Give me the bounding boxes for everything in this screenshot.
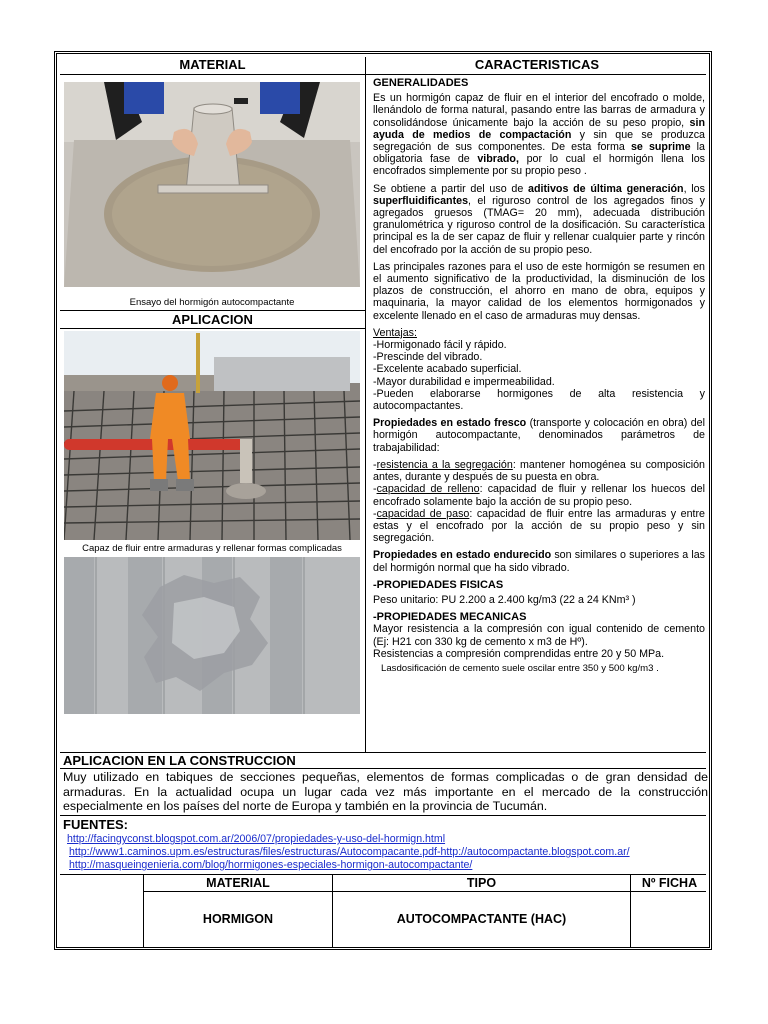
construccion-text: Muy utilizado en tabiques de secciones pequeñas, elementos de formas complicadas o de gran densidad de armaduras. En la actualidad ocupa un lugar cada vez más importante en el mercado de la construcción especialmente en los países del norte de Europa y también en la provincia de Tucumán. xyxy=(63,770,708,813)
divider xyxy=(60,768,706,769)
divider xyxy=(60,310,365,311)
material-header: MATERIAL xyxy=(179,57,246,72)
divider xyxy=(60,874,706,875)
slump-flow-photo xyxy=(64,82,360,287)
text-run: , el riguroso control de los agregados finos y agregados gruesos (TMAG= 20 mm), adecuada distribución granulométrica y riguroso control de la dosificación. Su característica principal es la de ser capaz de fluir y rellenar cualquier parte y rincón del encofrado por la acción de su propio peso. xyxy=(373,194,705,256)
text-run: capacidad de relleno xyxy=(376,483,480,496)
text-run: : capacidad de fluir entre las armaduras y entre estas y el encofrado por la acción de su propio peso y sin segregación. xyxy=(373,507,705,545)
text-run: : mantener homogénea su composición antes, durante y después de su puesta en obra. xyxy=(373,458,705,484)
divider xyxy=(60,74,706,75)
source-link[interactable]: http://www1.caminos.upm.es/estructuras/files/estructuras/Autocompacante.pdf-http://autocompactante.blogspot.com.ar/ xyxy=(69,846,630,858)
aplicacion-header: APLICACION xyxy=(172,312,253,327)
ficha-material-label: MATERIAL xyxy=(206,876,270,890)
text-run: Es un hormigón capaz de fluir en el interior del encofrado o molde, llenándolo de forma natural, pasando entre las barras de armadura y consolidándose únicamente bajo la acción de su peso propio, xyxy=(373,92,705,129)
ventajas-title: Ventajas: xyxy=(373,326,417,339)
source-link[interactable]: http://masqueingenieria.com/blog/hormigones-especiales-hormigon-autocompactante/ xyxy=(69,859,473,871)
text-run: son similares o superiores a las del hormigón normal que ha sido vibrado. xyxy=(373,549,705,574)
list-item: -Prescinde del vibrado. xyxy=(373,351,483,364)
ventajas-list xyxy=(373,327,705,412)
mecanicas-note: Lasdosificación de cemento suele oscilar entre 350 y 500 kg/m3 . xyxy=(381,662,659,674)
mecanicas-title: -PROPIEDADES MECANICAS xyxy=(373,611,527,624)
concrete-surface-photo xyxy=(64,557,360,714)
photo2-caption: Capaz de fluir entre armaduras y rellenar formas complicadas xyxy=(82,543,342,554)
mecanicas-text: Mayor resistencia a la compresión con igual contenido de cemento (Ej: H21 con 330 kg de cemento x m3 de Hº). xyxy=(373,623,705,648)
construccion-title: APLICACION EN LA CONSTRUCCION xyxy=(63,753,296,768)
list-item: -Pueden elaborarse hormigones de alta resistencia y autocompactantes. xyxy=(373,387,705,413)
caracteristicas-header: CARACTERISTICAS xyxy=(474,57,600,72)
generalidades-p1 xyxy=(373,92,705,177)
divider xyxy=(60,815,706,816)
text-run: y sin que se produzca segregación de sus componentes. De esta forma xyxy=(373,128,705,154)
fresco-item: -capacidad de paso: capacidad de fluir entre las armaduras y entre estas y el encofrado por la acción de su propio peso y sin segregación. xyxy=(373,507,705,545)
text-run: aditivos de última generación xyxy=(528,182,684,195)
divider xyxy=(143,891,706,892)
text-run: Propiedades en estado endurecido xyxy=(373,549,552,562)
list-item: -Mayor durabilidad e impermeabilidad. xyxy=(373,375,555,388)
text-run: capacidad de paso xyxy=(376,507,470,520)
text-run: se suprime xyxy=(630,141,691,154)
mecanicas-text: Resistencias a compresión comprendidas entre 20 y 50 MPa. xyxy=(373,647,665,660)
fresco-intro xyxy=(373,417,705,454)
generalidades-p2 xyxy=(373,183,705,256)
generalidades-p3: Las principales razones para el uso de este hormigón se resumen en el aumento significativo de la productividad, la disminución de los plazos de construcción, el ahorro en mano de obra, equipos y maquinaria, la mayor calidad de los elementos hormigonados y excelente llenado en el caso de armaduras muy densas. xyxy=(373,260,705,322)
ficha-nro-label: Nº FICHA xyxy=(641,876,698,890)
construction-photo xyxy=(64,331,360,540)
fresco-item: -resistencia a la segregación: mantener homogénea su composición antes, durante y después de su puesta en obra. xyxy=(373,458,705,484)
fisicas-title: -PROPIEDADES FISICAS xyxy=(373,578,504,591)
divider xyxy=(365,57,366,752)
text-run: resistencia a la segregación xyxy=(376,458,513,471)
source-link[interactable]: http://facingyconst.blogspot.com.ar/2006/07/propiedades-y-uso-del-hormign.html xyxy=(67,833,446,845)
ficha-tipo-value: AUTOCOMPACTANTE (HAC) xyxy=(396,912,567,926)
ficha-material-value: HORMIGON xyxy=(202,912,274,926)
list-item: -Hormigonado fácil y rápido. xyxy=(373,339,507,352)
generalidades-title: GENERALIDADES xyxy=(373,77,469,89)
characteristics-text xyxy=(373,77,705,680)
photo1-caption: Ensayo del hormigón autocompactante xyxy=(129,297,295,308)
text-run: superfluidificantes xyxy=(373,194,469,207)
text-run: vibrado, xyxy=(477,153,519,166)
fisicas-text: Peso unitario: PU 2.200 a 2.400 kg/m3 (22 a 24 KNm³ ) xyxy=(373,593,636,606)
endurecido-text xyxy=(373,549,705,573)
text-run: : capacidad de fluir y rellenar los huecos del encofrado solamente bajo la acción de su propio peso. xyxy=(373,483,705,508)
ficha-tipo-label: TIPO xyxy=(466,876,497,890)
material-sheet xyxy=(54,51,712,950)
text-run: Se obtiene a partir del uso de xyxy=(373,182,524,195)
divider xyxy=(60,328,365,329)
fuentes-title: FUENTES: xyxy=(63,817,128,832)
fresco-item: -capacidad de relleno: capacidad de fluir y rellenar los huecos del encofrado solamente bajo la acción de su propio peso. xyxy=(373,483,705,508)
text-run: sin ayuda de medios de compactación xyxy=(373,116,705,141)
text-run: por lo cual el hormigón llena los encofrados simplemente por su propio peso . xyxy=(373,153,705,178)
text-run: (transporte y colocación en obra) del hormigón autocompactante, denominados parámetros de trabajabilidad: xyxy=(373,417,705,454)
text-run: Propiedades en estado fresco xyxy=(373,417,527,430)
list-item: -Excelente acabado superficial. xyxy=(373,363,522,376)
text-run: , los xyxy=(683,182,705,195)
text-run: la obligatoria fase de xyxy=(373,141,705,166)
